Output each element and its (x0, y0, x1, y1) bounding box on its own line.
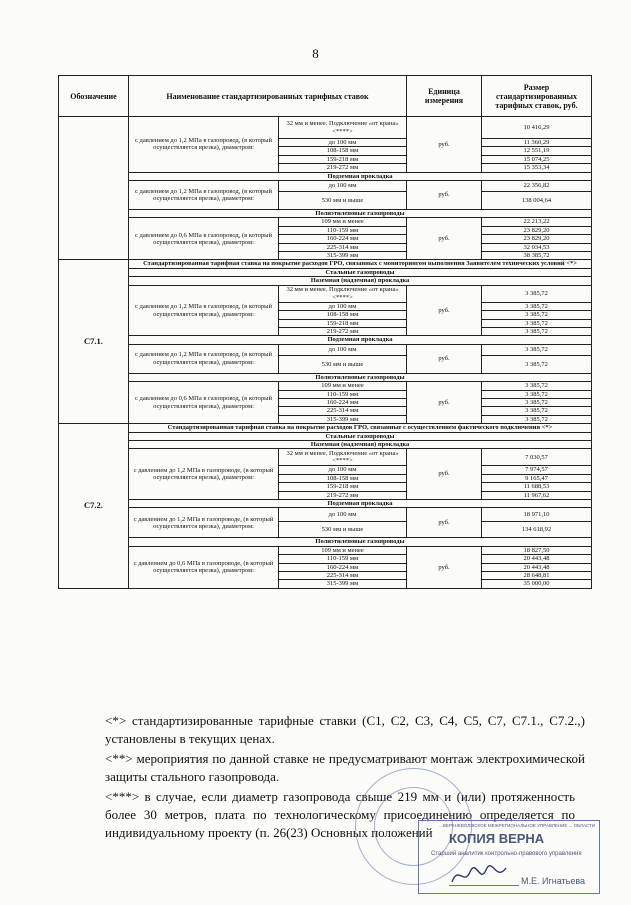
rate-cell: 11 967,62 (482, 491, 592, 499)
diameter-cell: 219-272 мм (279, 164, 407, 172)
diameter-cell: 32 мм и менее. Подключение «от крана» <****> (279, 449, 407, 466)
rate-cell: 3 385,72 (482, 398, 592, 406)
unit-cell: руб. (407, 449, 482, 500)
diameter-cell: 108-158 мм (279, 147, 407, 155)
diameter-cell: 160-224 мм (279, 235, 407, 243)
rate-cell: 3 385,72 (482, 344, 592, 355)
diameter-cell: 315-399 мм (279, 580, 407, 588)
rate-cell: 11 360,29 (482, 139, 592, 147)
diameter-cell: до 100 мм (279, 466, 407, 474)
row-description: с давлением до 0,6 МПа в газопровод, (в который осуществляется врезка), диаметром: (129, 218, 279, 260)
rate-cell: 9 165,47 (482, 474, 592, 482)
unit-cell: руб. (407, 546, 482, 588)
rate-cell: 23 829,20 (482, 235, 592, 243)
rate-cell: 3 385,72 (482, 302, 592, 310)
poly-header: Полиэтиленовые газопроводы (129, 210, 592, 218)
footnote-2: <**> мероприятия по данной ставке не предусматривают монтаж электрохимической защиты стального газопровода. (105, 751, 585, 784)
diameter-cell: 32 мм и менее. Подключение «от крана» <****> (279, 117, 407, 139)
rate-cell: 23 829,20 (482, 226, 592, 234)
diameter-cell: 219-272 мм (279, 327, 407, 335)
diameter-cell: 108-158 мм (279, 311, 407, 319)
unit-cell: руб. (407, 117, 482, 173)
rate-cell: 22 356,82 (482, 181, 592, 192)
diameter-cell: до 100 мм (279, 139, 407, 147)
underground-header: Подземная прокладка (129, 172, 592, 180)
above-header: Наземная (надземная) прокладка (129, 440, 592, 448)
rate-cell: 3 385,72 (482, 285, 592, 302)
diameter-cell: 225-314 мм (279, 407, 407, 415)
rate-cell: 38 385,72 (482, 252, 592, 260)
diameter-cell: 159-218 мм (279, 155, 407, 163)
diameter-cell: до 100 мм (279, 344, 407, 355)
stamp-name: М.Е. Игнатьева (521, 876, 586, 886)
stamp-role: Старший аналитик контрольно-правового управления (431, 851, 582, 857)
unit-cell: руб. (407, 508, 482, 538)
row-description: с давлением до 1,2 МПа в газопровод, (в который осуществляется врезка), диаметром: (129, 181, 279, 210)
tariff-table (58, 75, 592, 589)
rate-cell: 3 385,72 (482, 355, 592, 373)
code-c71: С7.1. (59, 260, 129, 424)
diameter-cell: 159-218 мм (279, 319, 407, 327)
diameter-cell: 315-399 мм (279, 252, 407, 260)
unit-cell: руб. (407, 344, 482, 373)
diameter-cell: 109 мм и менее (279, 546, 407, 554)
diameter-cell: 530 мм и выше (279, 522, 407, 538)
row-description: с давлением до 1,2 МПа в газопровод, (в который осуществляется врезка), диаметром: (129, 344, 279, 373)
rate-cell: 20 443,48 (482, 555, 592, 563)
stamp-org: ...ВЕРХНЕВОЛЖСКОЕ МЕЖРЕГИОНАЛЬНОЕ УПРАВЛЕНИЕ ... ОБЛАСТИ (439, 823, 595, 828)
c71-title: Стандартизированная тарифная ставка на покрытие расходов ГРО, связанных с мониторингом выполнения Заявителем технических условий <*> (129, 260, 592, 268)
rate-cell: 18 971,10 (482, 508, 592, 522)
diameter-cell: 110-159 мм (279, 226, 407, 234)
diameter-cell: 530 мм и выше (279, 355, 407, 373)
underground-header: Подземная прокладка (129, 336, 592, 344)
row-description: с давлением до 1,2 МПа в газопровод, (в который осуществляется врезка), диаметром: (129, 285, 279, 336)
above-header: Наземная (надземная) прокладка (129, 277, 592, 285)
diameter-cell: до 100 мм (279, 508, 407, 522)
rate-cell: 134 618,92 (482, 522, 592, 538)
header-unit: Единица измерения (407, 76, 482, 117)
row-description: с давлением до 1,2 МПа в газопроводе, (в который осуществляется врезка), диаметром: (129, 449, 279, 500)
handwritten-signature (450, 860, 510, 890)
unit-cell: руб. (407, 285, 482, 336)
diameter-cell: 159-218 мм (279, 483, 407, 491)
rate-cell: 3 385,72 (482, 390, 592, 398)
footnote-3: <***> в случае, если диаметр газопровода свыше 219 мм и (или) протяженность более 30 метров, плата по технологическому присоединению определяется по индивидуальному проекту (п. 26(23) Основных положений (105, 789, 575, 840)
diameter-cell: до 100 мм (279, 181, 407, 192)
rate-cell: 15 353,34 (482, 164, 592, 172)
stamp-title: КОПИЯ ВЕРНА (449, 831, 545, 846)
diameter-cell: 219-272 мм (279, 491, 407, 499)
diameter-cell: 160-224 мм (279, 398, 407, 406)
table-cell (59, 117, 129, 260)
poly-header: Полиэтиленовые газопроводы (129, 373, 592, 381)
diameter-cell: 225-314 мм (279, 243, 407, 251)
rate-cell: 3 385,72 (482, 382, 592, 390)
row-description: с давлением до 0,6 МПа в газопровод, (в который осуществляется врезка), диаметром: (129, 382, 279, 424)
rate-cell: 22 213,22 (482, 218, 592, 226)
steel-header: Стальные газопроводы (129, 268, 592, 276)
rate-cell: 3 385,72 (482, 319, 592, 327)
header-designation: Обозначение (59, 76, 129, 117)
diameter-cell: 315-399 мм (279, 415, 407, 423)
header-amount: Размер стандартизированных тарифных ставок, руб. (482, 76, 592, 117)
underground-header: Подземная прокладка (129, 500, 592, 508)
unit-cell: руб. (407, 181, 482, 210)
steel-header: Стальные газопроводы (129, 432, 592, 440)
row-description: с давлением до 1,2 МПа в газопровод, (в который осуществляется врезка), диаметром: (129, 117, 279, 173)
rate-cell: 12 551,19 (482, 147, 592, 155)
diameter-cell: 110-159 мм (279, 555, 407, 563)
rate-cell: 3 385,72 (482, 311, 592, 319)
diameter-cell: 108-158 мм (279, 474, 407, 482)
rate-cell: 3 385,72 (482, 407, 592, 415)
diameter-cell: до 100 мм (279, 302, 407, 310)
rate-cell: 32 034,53 (482, 243, 592, 251)
row-description: с давлением до 0,6 МПа в газопроводе, (в который осуществляется врезка), диаметром: (129, 546, 279, 588)
poly-header: Полиэтиленовые газопроводы (129, 538, 592, 546)
diameter-cell: 32 мм и менее. Подключение «от крана» <****> (279, 285, 407, 302)
page-number: 8 (312, 46, 319, 61)
c72-title: Стандартизированная тарифная ставка на покрытие расходов ГРО, связанные с осуществлением фактического подключения <*> (129, 424, 592, 432)
row-description: с давлением до 1,2 МПа в газопроводе, (в который осуществляется врезка), диаметром: (129, 508, 279, 538)
rate-cell: 7 030,57 (482, 449, 592, 466)
rate-cell: 10 416,29 (482, 117, 592, 139)
rate-cell: 20 443,48 (482, 563, 592, 571)
unit-cell: руб. (407, 218, 482, 260)
rate-cell: 35 000,00 (482, 580, 592, 588)
rate-cell: 28 648,81 (482, 572, 592, 580)
rate-cell: 138 004,64 (482, 192, 592, 210)
unit-cell: руб. (407, 382, 482, 424)
diameter-cell: 110-159 мм (279, 390, 407, 398)
code-c72: С7.2. (59, 424, 129, 589)
diameter-cell: 109 мм и менее (279, 382, 407, 390)
rate-cell: 7 974,57 (482, 466, 592, 474)
diameter-cell: 109 мм и менее (279, 218, 407, 226)
diameter-cell: 225-314 мм (279, 572, 407, 580)
rate-cell: 3 385,72 (482, 327, 592, 335)
header-name: Наименование стандартизированных тарифных ставок (129, 76, 407, 117)
rate-cell: 15 074,25 (482, 155, 592, 163)
diameter-cell: 160-224 мм (279, 563, 407, 571)
table-header-row (59, 76, 592, 117)
footnote-1: <*> стандартизированные тарифные ставки (С1, С2, С3, С4, С5, С7, С7.1., С7.2.,) установлены в текущих ценах. (105, 713, 585, 746)
rate-cell: 3 385,72 (482, 415, 592, 423)
rate-cell: 11 688,53 (482, 483, 592, 491)
rate-cell: 18 827,50 (482, 546, 592, 554)
diameter-cell: 530 мм и выше (279, 192, 407, 210)
